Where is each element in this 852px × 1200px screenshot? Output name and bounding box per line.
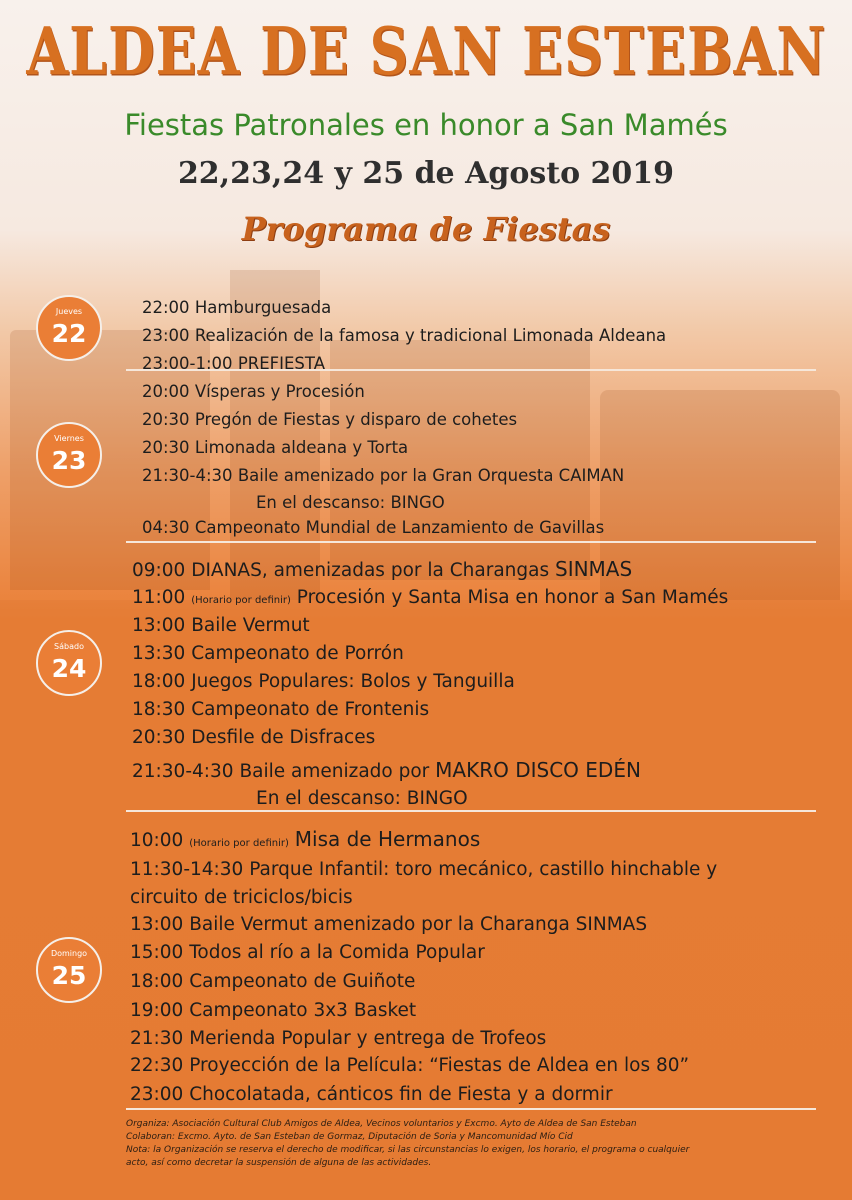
event-time: 22:00 [142, 298, 190, 317]
poster-subtitle: Fiestas Patronales en honor a San Mamés [124, 108, 728, 142]
event-time: 04:30 [142, 518, 190, 537]
event-time: 15:00 [130, 942, 184, 963]
schedule-event [130, 1028, 546, 1049]
event-text: DIANAS, amenizadas por la Charangas [191, 560, 550, 581]
schedule-event [130, 942, 485, 963]
event-text: Campeonato de Frontenis [191, 699, 430, 720]
day-badge-0 [36, 295, 102, 361]
schedule-event [132, 557, 632, 581]
event-text: Hamburguesada [194, 298, 332, 317]
footer-nota: Nota: la Organización se reserva el derecho de modificar, si las circunstancias lo exigen, los horario, el programa o cualquier [126, 1145, 690, 1155]
event-time: 13:00 [132, 615, 186, 636]
event-text: Desfile de Disfraces [191, 727, 376, 748]
schedule-event [130, 914, 647, 935]
event-note: (Horario por definir) [189, 838, 289, 849]
event-text: Campeonato Mundial de Lanzamiento de Gavillas [194, 518, 605, 537]
event-time: 13:00 [130, 914, 184, 935]
schedule-event [256, 788, 468, 809]
day-badge-number: 22 [51, 319, 87, 348]
day-badge-weekday: Sábado [54, 642, 84, 651]
schedule-event [132, 727, 375, 748]
event-text: Merienda Popular y entrega de Trofeos [189, 1028, 547, 1049]
schedule-event [130, 1055, 689, 1076]
schedule-event [142, 518, 604, 537]
event-time: 20:30 [132, 727, 186, 748]
schedule-event [130, 971, 415, 992]
schedule-event [142, 438, 408, 457]
event-text: Juegos Populares: Bolos y Tanguilla [191, 671, 515, 692]
event-time: 13:30 [132, 643, 186, 664]
footer-organiza: Organiza: Asociación Cultural Club Amigos de Aldea, Vecinos voluntarios y Excmo. Ayto de Aldea de San Esteban [126, 1119, 637, 1129]
event-text: PREFIESTA [237, 354, 325, 373]
day-badge-number: 23 [51, 446, 87, 475]
day-separator [126, 1108, 816, 1110]
event-text: circuito de triciclos/bicis [130, 887, 353, 908]
schedule-event [130, 859, 717, 880]
schedule-event [142, 382, 365, 401]
background-ruin [230, 270, 320, 600]
footer-nota: acto, así como decretar la suspensión de alguna de las actividades. [126, 1158, 432, 1168]
day-badge-weekday: Domingo [50, 949, 88, 958]
event-time: 22:30 [130, 1055, 184, 1076]
event-text: Todos al río a la Comida Popular [189, 942, 485, 963]
event-text: Campeonato de Guiñote [189, 971, 416, 992]
event-text: Baile Vermut [191, 615, 310, 636]
footer-credits [126, 1118, 816, 1170]
event-text: Campeonato 3x3 Basket [189, 1000, 417, 1021]
event-text: Baile amenizado por la Gran Orquesta CAIMAN [237, 466, 625, 485]
event-text: Baile Vermut amenizado por la Charanga SINMAS [189, 914, 648, 935]
event-time: 21:30-4:30 [142, 466, 233, 485]
day-badge-weekday: Viernes [54, 434, 84, 443]
event-text: Campeonato de Porrón [191, 643, 404, 664]
day-badge-number: 24 [51, 654, 87, 683]
event-text: Procesión y Santa Misa en honor a San Mamés [296, 587, 729, 608]
event-time: 18:30 [132, 699, 186, 720]
schedule-event [142, 410, 517, 429]
event-text: Chocolatada, cánticos fin de Fiesta y a dormir [189, 1084, 613, 1105]
event-text: Proyección de la Película: “Fiestas de Aldea en los 80” [189, 1055, 690, 1076]
event-time: 21:30-4:30 [132, 761, 234, 782]
event-time: 23:00 [142, 326, 190, 345]
schedule-event [142, 354, 325, 373]
event-text: En el descanso: BINGO [256, 788, 468, 809]
event-time: 11:00 [132, 587, 186, 608]
schedule-event [130, 887, 353, 908]
event-text: Pregón de Fiestas y disparo de cohetes [194, 410, 518, 429]
event-text: Parque Infantil: toro mecánico, castillo hinchable y [249, 859, 718, 880]
schedule-event [132, 699, 429, 720]
event-time: 18:00 [130, 971, 184, 992]
event-time: 19:00 [130, 1000, 184, 1021]
event-time: 10:00 [130, 830, 184, 851]
event-time: 20:30 [142, 410, 190, 429]
day-separator [126, 541, 816, 543]
program-title: Programa de Fiestas [241, 210, 611, 248]
event-time: 11:30-14:30 [130, 859, 244, 880]
event-text: Baile amenizado por [239, 761, 430, 782]
schedule-event [132, 671, 515, 692]
event-highlight: SINMAS [555, 557, 633, 581]
event-time: 23:00-1:00 [142, 354, 233, 373]
day-badge-weekday: Jueves [55, 307, 83, 316]
background-ruin [330, 340, 590, 580]
poster-title: ALDEA DE SAN ESTEBAN [25, 12, 826, 91]
festival-dates: 22,23,24 y 25 de Agosto 2019 [177, 156, 675, 191]
schedule-event [132, 643, 404, 664]
schedule-event [142, 298, 331, 317]
event-text: Vísperas y Procesión [194, 382, 365, 401]
day-badge-number: 25 [51, 961, 87, 990]
schedule-event [130, 1084, 613, 1105]
day-separator [126, 810, 816, 812]
event-time: 20:00 [142, 382, 190, 401]
event-highlight: MAKRO DISCO EDÉN [435, 758, 641, 782]
schedule-event [132, 758, 641, 782]
event-time: 23:00 [130, 1084, 184, 1105]
event-time: 21:30 [130, 1028, 184, 1049]
schedule-event [132, 615, 310, 636]
event-text: Realización de la famosa y tradicional Limonada Aldeana [194, 326, 667, 345]
event-text: Limonada aldeana y Torta [194, 438, 409, 457]
day-badge-1 [36, 422, 102, 488]
event-highlight: Misa de Hermanos [294, 827, 481, 851]
schedule-event [142, 326, 666, 345]
event-note: (Horario por definir) [191, 595, 291, 606]
background-ruin [600, 390, 840, 600]
event-time: 18:00 [132, 671, 186, 692]
schedule-event [130, 1000, 416, 1021]
day-badge-3 [36, 937, 102, 1003]
schedule-event [142, 466, 624, 485]
schedule-event [132, 587, 728, 608]
schedule-event [256, 493, 445, 512]
event-text: En el descanso: BINGO [256, 493, 445, 512]
schedule-event [130, 827, 480, 851]
event-time: 09:00 [132, 560, 186, 581]
event-time: 20:30 [142, 438, 190, 457]
day-badge-2 [36, 630, 102, 696]
footer-colaboran: Colaboran: Excmo. Ayto. de San Esteban de Gormaz, Diputación de Soria y Mancomunidad Mío Cid [126, 1132, 573, 1142]
